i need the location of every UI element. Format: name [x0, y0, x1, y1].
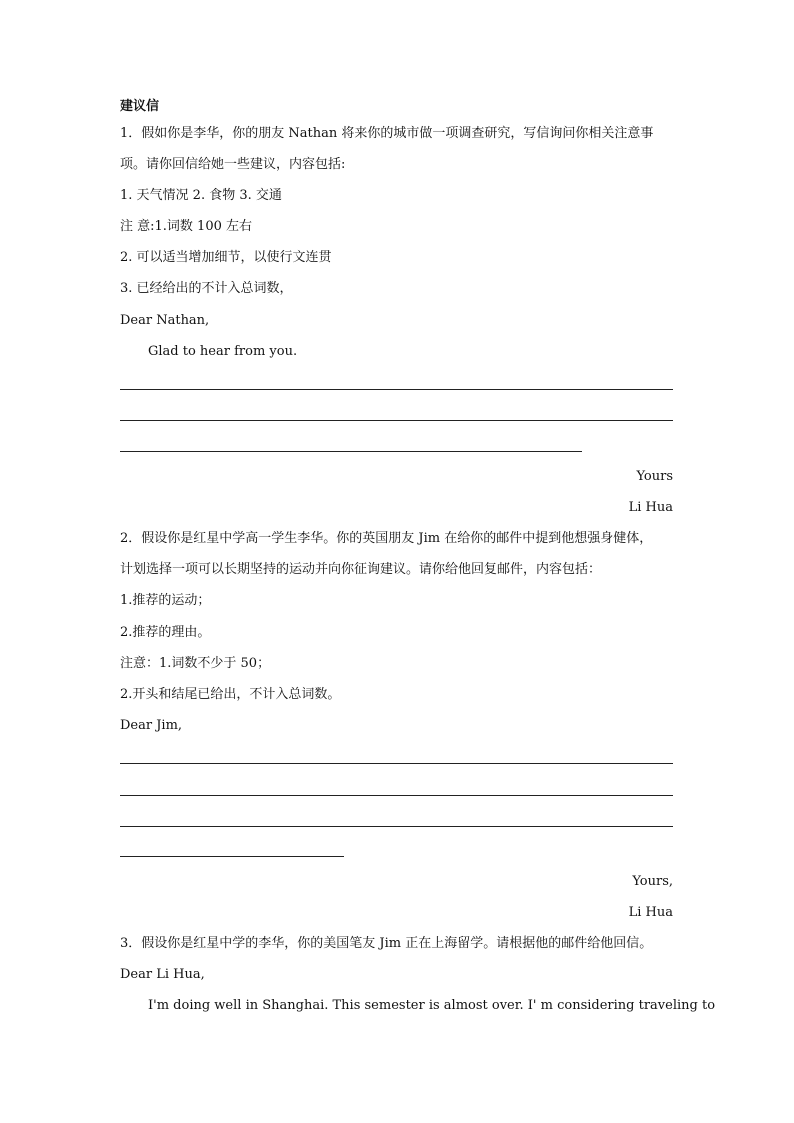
q1-salutation: Dear Nathan,	[120, 313, 210, 328]
q1-signature: Li Hua	[628, 500, 673, 515]
document-title: 建议信	[120, 99, 160, 114]
q3-prompt-line-1: 3．假设你是红星中学的李华，你的美国笔友 Jim 正在上海留学。请根据他的邮件给他回信。	[120, 936, 653, 951]
q2-writing-line	[120, 826, 673, 827]
q3-email-body-line: I'm doing well in Shanghai. This semester is almost over. I' m considering traveling to	[148, 998, 716, 1013]
q3-salutation: Dear Li Hua,	[120, 967, 205, 982]
q2-item-1: 1.推荐的运动；	[120, 593, 211, 608]
q1-writing-line	[120, 451, 582, 452]
q2-signature: Li Hua	[628, 905, 673, 920]
q2-note-2: 2.开头和结尾已给出，不计入总词数。	[120, 687, 341, 702]
q1-content-items: 1. 天气情况 2. 食物 3. 交通	[120, 188, 282, 203]
q2-item-2: 2.推荐的理由。	[120, 625, 211, 640]
q1-note-1: 注 意:1.词数 100 左右	[120, 219, 252, 234]
q2-writing-line	[120, 763, 673, 764]
q1-closing: Yours	[636, 469, 673, 484]
q2-writing-line	[120, 856, 344, 857]
q2-closing: Yours,	[632, 874, 673, 889]
q1-prompt-line-1: 1．假如你是李华，你的朋友 Nathan 将来你的城市做一项调查研究，写信询问你相关注意事	[120, 126, 654, 141]
q1-note-3: 3. 已经给出的不计入总词数，	[120, 281, 293, 296]
q1-writing-line	[120, 420, 673, 421]
q1-opening-line: Glad to hear from you.	[148, 344, 298, 359]
q2-prompt-line-2: 计划选择一项可以长期坚持的运动并向你征询建议。请你给他回复邮件，内容包括：	[120, 562, 602, 577]
q1-prompt-line-2: 项。请你回信给她一些建议，内容包括:	[120, 157, 346, 172]
q2-writing-line	[120, 795, 673, 796]
q2-note-1: 注意：1.词数不少于 50；	[120, 656, 271, 671]
q2-salutation: Dear Jim,	[120, 718, 183, 733]
q1-writing-line	[120, 389, 673, 390]
q2-prompt-line-1: 2．假设你是红星中学高一学生李华。你的英国朋友 Jim 在给你的邮件中提到他想强身健体，	[120, 531, 653, 546]
q1-note-2: 2. 可以适当增加细节，以使行文连贯	[120, 250, 332, 265]
